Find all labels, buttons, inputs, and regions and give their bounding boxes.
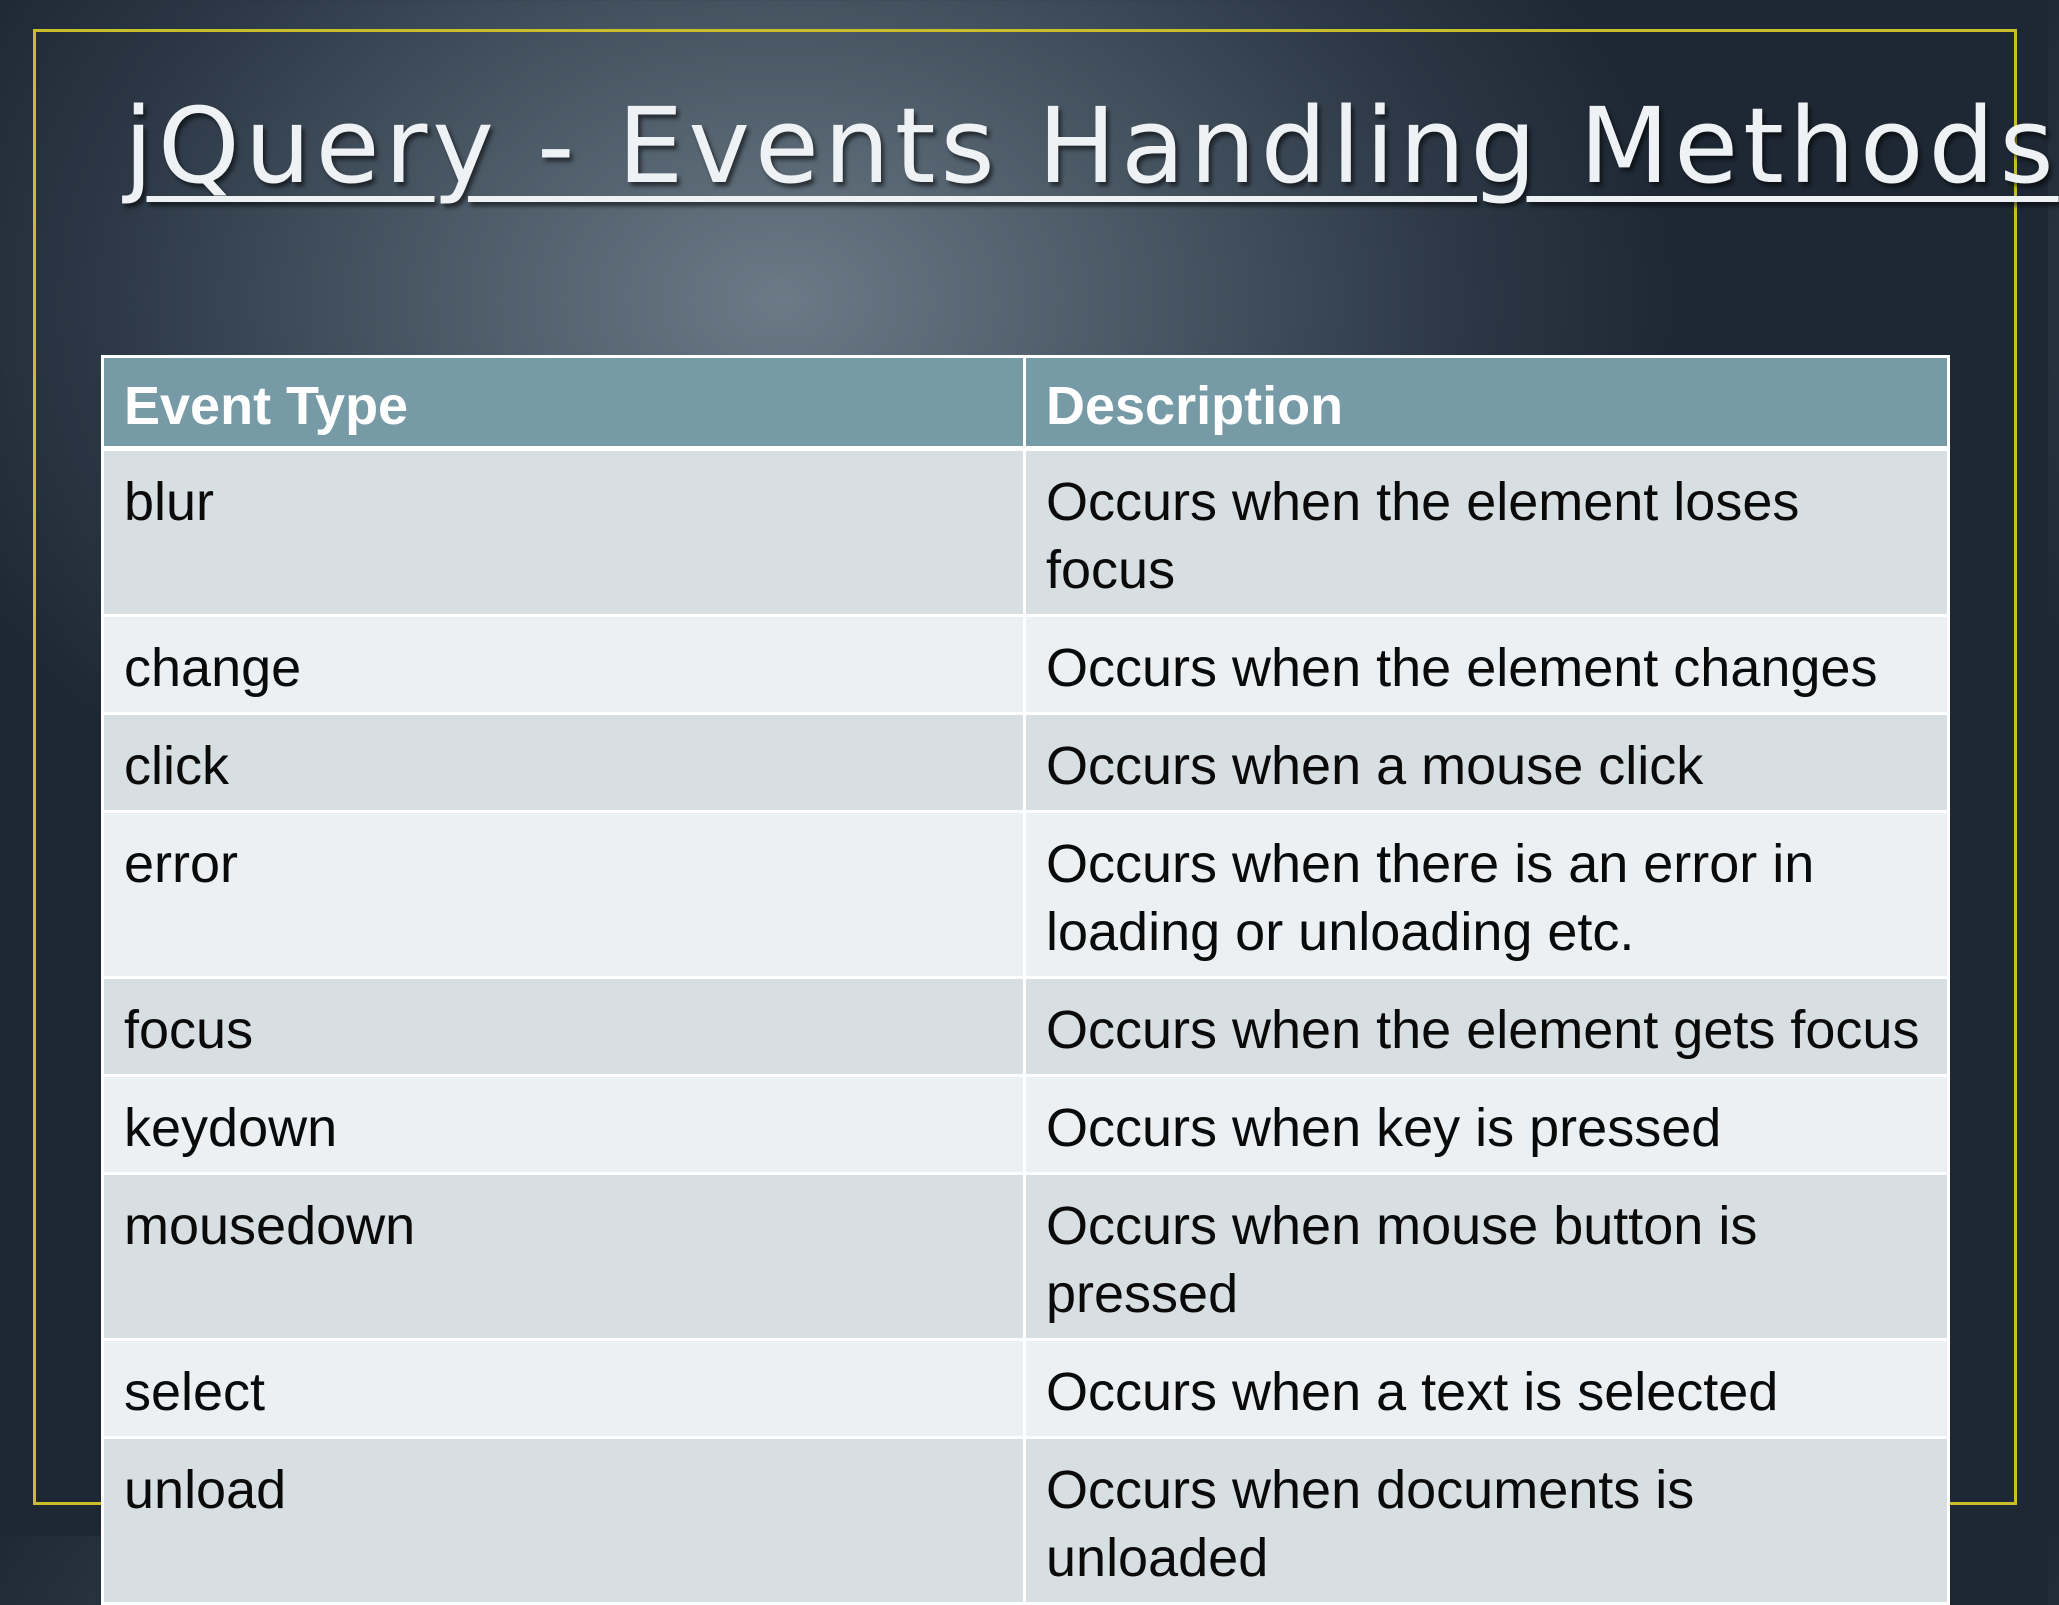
table-header-row bbox=[103, 357, 1949, 449]
description-cell: Occurs when a mouse click bbox=[1025, 714, 1949, 812]
table-row bbox=[103, 978, 1949, 1076]
description-cell: Occurs when the element gets focus bbox=[1025, 978, 1949, 1076]
event-type-cell: unload bbox=[103, 1438, 1025, 1604]
description-cell: Occurs when documents is unloaded bbox=[1025, 1438, 1949, 1604]
table-row bbox=[103, 1174, 1949, 1340]
event-type-cell: focus bbox=[103, 978, 1025, 1076]
description-cell: Occurs when the element loses focus bbox=[1025, 449, 1949, 616]
event-type-cell: error bbox=[103, 812, 1025, 978]
event-type-cell: keydown bbox=[103, 1076, 1025, 1174]
description-cell: Occurs when a text is selected bbox=[1025, 1340, 1949, 1438]
event-type-cell: mousedown bbox=[103, 1174, 1025, 1340]
table-row bbox=[103, 1438, 1949, 1604]
table-row bbox=[103, 812, 1949, 978]
event-type-cell: change bbox=[103, 616, 1025, 714]
header-description: Description bbox=[1025, 357, 1949, 449]
slide-title: jQuery - Events Handling Methods bbox=[124, 85, 2059, 207]
description-cell: Occurs when there is an error in loading or unloading etc. bbox=[1025, 812, 1949, 978]
description-cell: Occurs when mouse button is pressed bbox=[1025, 1174, 1949, 1340]
event-type-cell: click bbox=[103, 714, 1025, 812]
table-row bbox=[103, 1340, 1949, 1438]
events-table-container bbox=[101, 355, 1947, 1588]
events-table bbox=[101, 355, 1950, 1605]
header-event-type: Event Type bbox=[103, 357, 1025, 449]
table-row bbox=[103, 1076, 1949, 1174]
table-row bbox=[103, 616, 1949, 714]
event-type-cell: select bbox=[103, 1340, 1025, 1438]
table-row bbox=[103, 714, 1949, 812]
description-cell: Occurs when key is pressed bbox=[1025, 1076, 1949, 1174]
event-type-cell: blur bbox=[103, 449, 1025, 616]
description-cell: Occurs when the element changes bbox=[1025, 616, 1949, 714]
table-row bbox=[103, 449, 1949, 616]
